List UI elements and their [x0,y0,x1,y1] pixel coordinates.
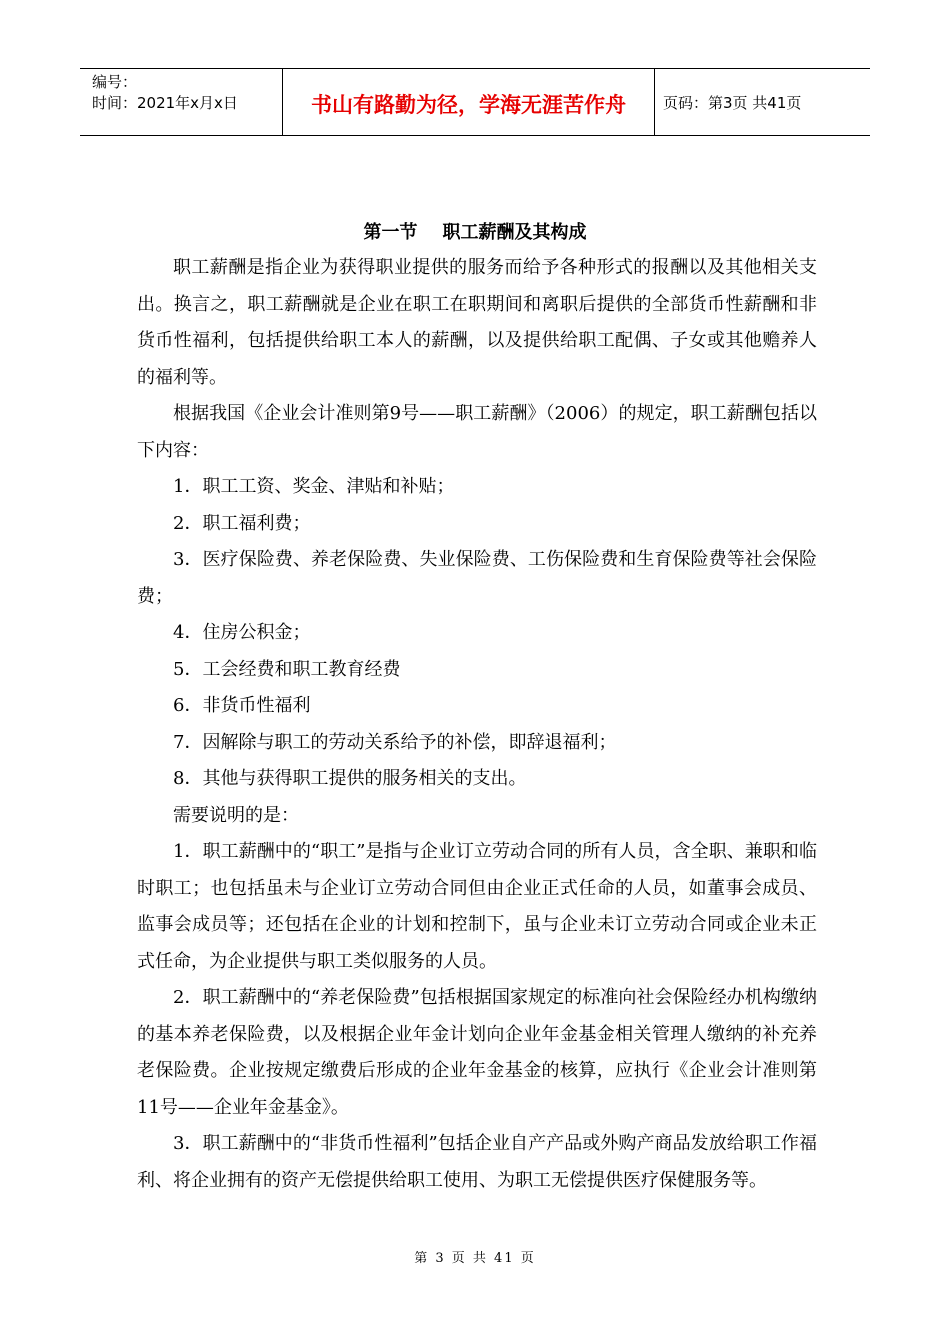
note-item-1: 1．职工薪酬中的“职工”是指与企业订立劳动合同的所有人员，含全职、兼职和临时职工；也包括虽未与企业订立劳动合同但由企业正式任命的人员，如董事会成员、监事会成员等；还包括在企业的计划和控制下，虽与企业未订立劳动合同或企业未正式任命，为企业提供与职工类似服务的人员。 [137,841,817,972]
list-item-7: 7．因解除与职工的劳动关系给予的补偿，即辞退福利； [173,731,617,753]
note-item-2: 2．职工薪酬中的“养老保险费”包括根据国家规定的标准向社会保险经办机构缴纳的基本养老保险费，以及根据企业年金计划向企业年金基金相关管理人缴纳的补充养老保险费。企业按规定缴费后形成的企业年金基金的核算，应执行《企业会计准则第11号——企业年金基金》。 [137,987,817,1118]
list-item-4: 4．住房公积金； [173,622,311,643]
document-body [137,250,817,1199]
list-item-1: 1．职工工资、奖金、津贴和补贴； [173,476,455,497]
header-meta [80,69,282,135]
paragraph-regulation: 根据我国《企业会计准则第9号——职工薪酬》（2006）的规定，职工薪酬包括以下内容： [137,403,817,461]
list-item-3: 3．医疗保险费、养老保险费、失业保险费、工伤保险费和生育保险费等社会保险费； [137,549,817,607]
paragraph-definition: 职工薪酬是指企业为获得职业提供的服务而给予各种形式的报酬以及其他相关支出。换言之，职工薪酬就是企业在职工在职期间和离职后提供的全部货币性薪酬和非货币性福利，包括提供给职工本人的薪酬，以及提供给职工配偶、子女或其他赡养人的福利等。 [137,257,817,388]
header-page-info: 页码：第3页 共41页 [663,93,802,112]
notes-heading: 需要说明的是： [173,804,299,826]
page-header [80,68,870,136]
list-item-6: 6．非货币性福利 [173,695,311,716]
date-label: 时间：2021年x月x日 [92,94,238,112]
list-item-2: 2．职工福利费； [173,512,311,534]
serial-label: 编号： [92,73,138,91]
header-motto: 书山有路勤为径，学海无涯苦作舟 [282,69,655,135]
note-item-3: 3．职工薪酬中的“非货币性福利”包括企业自产产品或外购产商品发放给职工作福利、将企业拥有的资产无偿提供给职工使用、为职工无偿提供医疗保健服务等。 [137,1133,817,1191]
page-footer: 第 3 页 共 41 页 [414,1251,536,1266]
section-title: 第一节 职工薪酬及其构成 [363,222,587,243]
list-item-5: 5．工会经费和职工教育经费 [173,658,401,680]
list-item-8: 8．其他与获得职工提供的服务相关的支出。 [173,768,527,789]
